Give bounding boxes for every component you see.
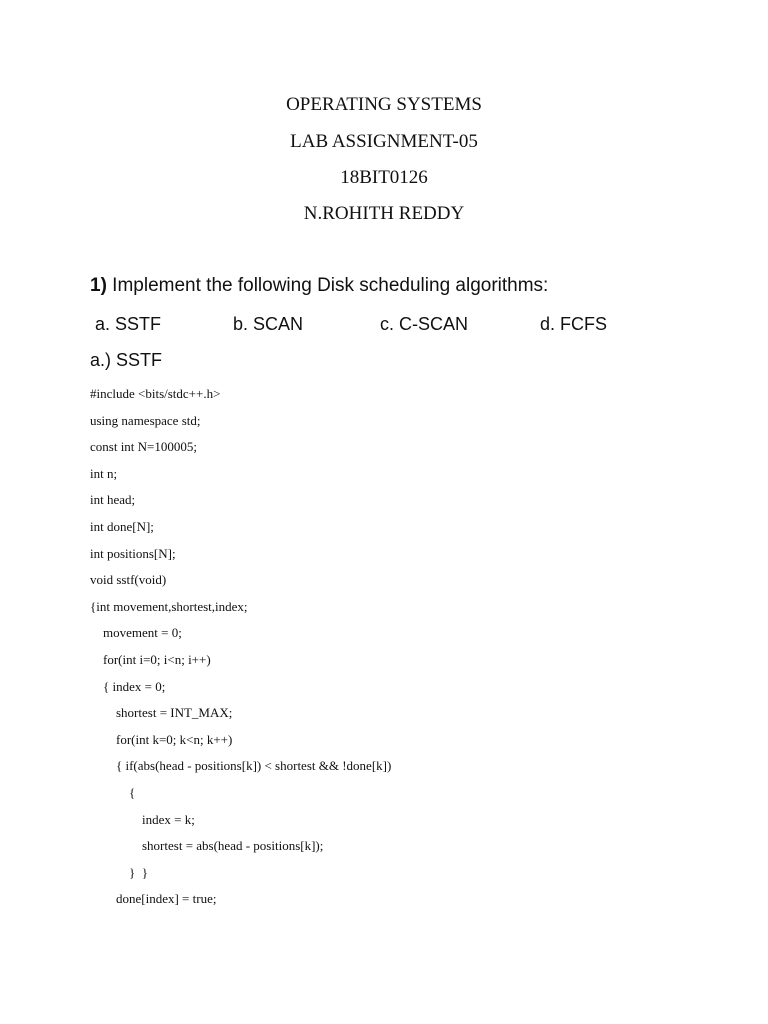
code-line: int positions[N];: [90, 545, 176, 561]
option-fcfs: d. FCFS: [540, 314, 608, 334]
code-line: for(int i=0; i<n; i++): [90, 651, 211, 667]
code-line: movement = 0;: [90, 625, 182, 641]
option-sstf: a. SSTF: [95, 314, 162, 334]
assignment-title: LAB ASSIGNMENT-05: [290, 131, 478, 152]
code-line: {: [90, 784, 136, 800]
question-text: Implement the following Disk scheduling algorithms:: [106, 275, 549, 296]
code-line: } }: [90, 864, 148, 880]
code-line: shortest = INT_MAX;: [90, 705, 233, 721]
code-line: for(int k=0; k<n; k++): [90, 731, 233, 747]
code-line: index = k;: [90, 811, 195, 827]
code-line: shortest = abs(head - positions[k]);: [90, 838, 324, 854]
student-name: N.ROHITH REDDY: [303, 203, 465, 224]
code-line: { index = 0;: [90, 678, 166, 694]
code-line: const int N=100005;: [90, 439, 197, 455]
algorithm-options: [0, 312, 768, 336]
course-title: OPERATING SYSTEMS: [286, 94, 482, 115]
code-line: int done[N];: [90, 518, 154, 534]
registration-number: 18BIT0126: [340, 167, 428, 188]
code-block: [90, 384, 730, 916]
code-line: {int movement,shortest,index;: [90, 598, 248, 614]
section-title-sstf: a.) SSTF: [90, 350, 163, 370]
code-line: using namespace std;: [90, 412, 201, 428]
code-line: { if(abs(head - positions[k]) < shortest && !done[k]): [90, 758, 392, 774]
option-c-scan: c. C-SCAN: [380, 314, 469, 334]
code-line: int n;: [90, 465, 118, 481]
question-1: [90, 274, 548, 298]
code-line: void sstf(void): [90, 572, 167, 588]
code-line: done[index] = true;: [90, 891, 217, 907]
code-line: #include <bits/stdc++.h>: [90, 386, 221, 401]
option-scan: b. SCAN: [233, 314, 304, 334]
question-number: 1): [90, 275, 107, 296]
code-line: int head;: [90, 492, 136, 508]
